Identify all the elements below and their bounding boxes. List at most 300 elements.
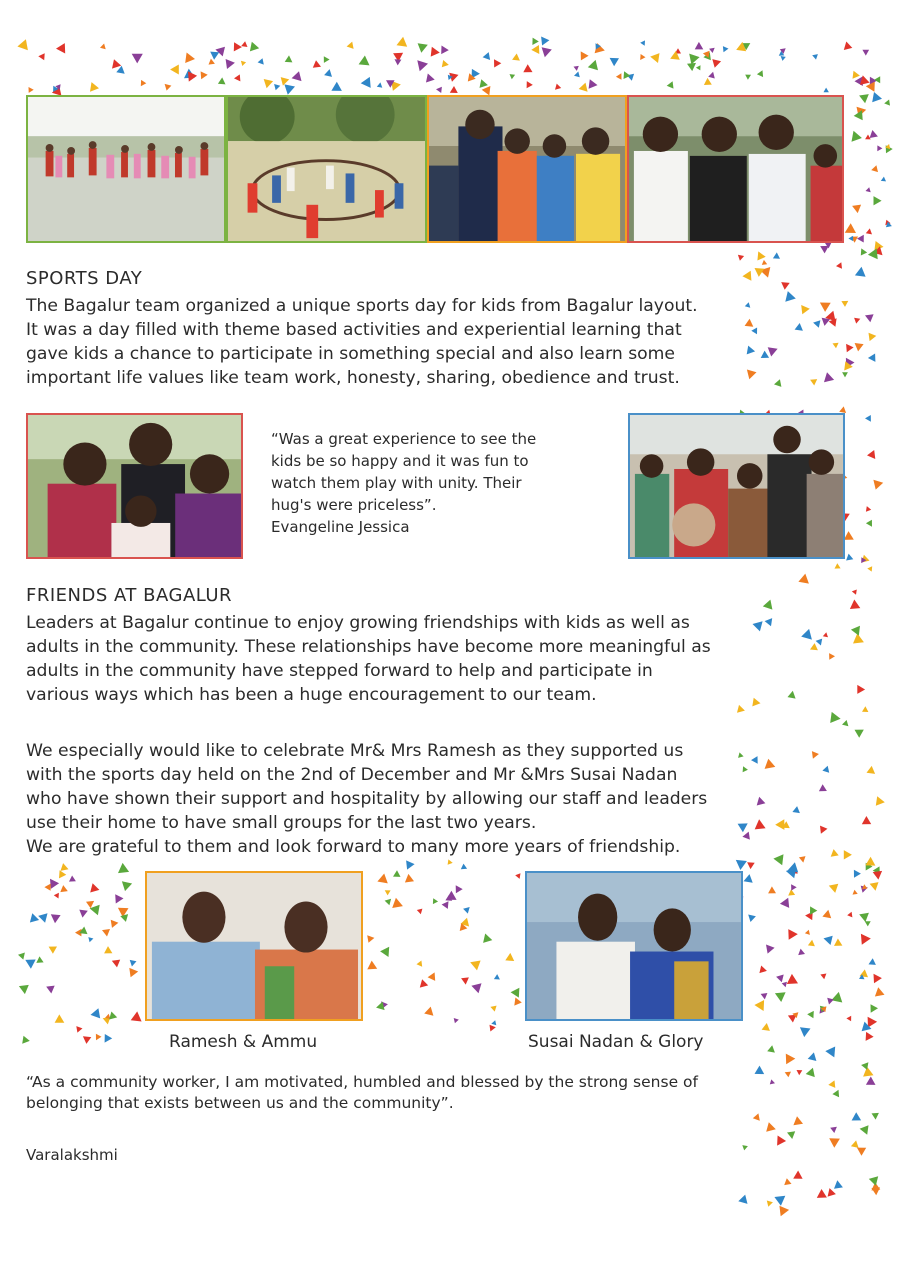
confetti-triangle <box>866 506 871 512</box>
confetti-triangle <box>359 56 370 66</box>
confetti-triangle <box>392 898 403 908</box>
friends-heading: FRIENDS AT BAGALUR <box>26 585 233 606</box>
confetti-triangle <box>56 43 65 53</box>
confetti-triangle <box>49 947 57 954</box>
confetti-triangle <box>483 934 492 943</box>
confetti-triangle <box>830 1127 837 1133</box>
confetti-triangle <box>442 901 449 909</box>
text-line: various ways which has been a huge encouragement to our team. <box>26 685 597 705</box>
confetti-triangle <box>367 961 377 970</box>
confetti-triangle <box>380 947 389 957</box>
confetti-triangle <box>165 84 172 91</box>
confetti-triangle <box>852 131 862 142</box>
confetti-triangle <box>871 165 878 172</box>
confetti-triangle <box>331 82 342 91</box>
confetti-triangle <box>30 913 39 922</box>
confetti-triangle <box>857 107 867 117</box>
confetti-triangle <box>574 72 580 78</box>
confetti-triangle <box>250 42 259 52</box>
confetti-triangle <box>875 987 885 996</box>
confetti-triangle <box>75 929 82 937</box>
confetti-triangle <box>581 51 589 60</box>
confetti-triangle <box>776 975 784 983</box>
confetti-triangle <box>461 977 469 984</box>
confetti-triangle <box>862 706 868 712</box>
confetti-triangle <box>69 876 76 882</box>
confetti-triangle <box>129 968 138 977</box>
confetti-triangle <box>574 66 579 71</box>
confetti-triangle <box>870 130 878 138</box>
confetti-triangle <box>870 77 877 85</box>
confetti-triangle <box>786 1054 796 1065</box>
confetti-triangle <box>824 936 833 945</box>
confetti-triangle <box>852 590 857 595</box>
confetti-triangle <box>442 60 449 67</box>
confetti-triangle <box>862 50 869 56</box>
confetti-triangle <box>105 1034 113 1043</box>
confetti-triangle <box>96 1034 102 1040</box>
text-line: with the sports day held on the 2nd of December and Mr &Mrs Susai Nadan <box>26 765 678 785</box>
confetti-triangle <box>79 910 88 918</box>
confetti-triangle <box>515 873 520 879</box>
confetti-triangle <box>712 59 721 68</box>
confetti-triangle <box>461 918 470 927</box>
confetti-triangle <box>118 863 129 873</box>
confetti-triangle <box>201 71 208 79</box>
confetti-triangle <box>874 76 880 83</box>
confetti-triangle <box>808 1052 817 1061</box>
confetti-triangle <box>861 1062 868 1070</box>
confetti-triangle <box>865 415 871 422</box>
confetti-triangle <box>874 196 882 205</box>
confetti-triangle <box>461 864 467 870</box>
confetti-triangle <box>670 51 680 60</box>
confetti-triangle <box>760 267 770 278</box>
confetti-triangle <box>59 870 66 878</box>
confetti-triangle <box>757 70 763 77</box>
confetti-triangle <box>846 554 853 561</box>
confetti-triangle <box>463 907 470 914</box>
confetti-triangle <box>757 251 765 260</box>
confetti-triangle <box>767 1201 773 1207</box>
text-line: adults in the community. These relationships have become more meaningful as <box>26 637 711 657</box>
confetti-triangle <box>420 979 428 987</box>
confetti-triangle <box>780 898 789 908</box>
confetti-triangle <box>861 934 871 945</box>
confetti-triangle <box>853 890 858 895</box>
text-line: important life values like team work, honesty, sharing, obedience and trust. <box>26 368 680 388</box>
confetti-triangle <box>793 1171 802 1179</box>
confetti-triangle <box>523 64 532 72</box>
confetti-triangle <box>865 135 871 140</box>
confetti-triangle <box>736 860 747 870</box>
confetti-triangle <box>852 205 861 214</box>
confetti-triangle <box>817 1189 827 1198</box>
confetti-triangle <box>483 52 491 60</box>
confetti-triangle <box>445 895 452 901</box>
confetti-triangle <box>610 58 619 66</box>
confetti-triangle <box>531 45 539 54</box>
quote-line: kids be so happy and it was fun to <box>271 452 529 470</box>
confetti-triangle <box>105 1014 110 1019</box>
confetti-triangle <box>468 73 476 81</box>
confetti-triangle <box>762 1023 770 1031</box>
text-line: It was a day filled with theme based activities and experiential learning that <box>26 320 682 340</box>
confetti-triangle <box>703 52 711 60</box>
confetti-triangle <box>19 985 29 994</box>
confetti-triangle <box>313 60 321 67</box>
confetti-triangle <box>391 81 401 91</box>
confetti-triangle <box>869 958 876 965</box>
confetti-triangle <box>510 74 516 79</box>
confetti-triangle <box>418 43 428 53</box>
confetti-triangle <box>448 859 453 864</box>
confetti-triangle <box>828 1188 836 1197</box>
confetti-triangle <box>866 1077 876 1085</box>
confetti-triangle <box>748 915 756 923</box>
closing-quote <box>26 1072 866 1114</box>
confetti-triangle <box>376 1002 385 1011</box>
confetti-triangle <box>865 921 871 926</box>
confetti-triangle <box>417 60 428 71</box>
confetti-triangle <box>886 145 893 153</box>
confetti-triangle <box>448 75 453 80</box>
confetti-triangle <box>766 1122 776 1132</box>
confetti-triangle <box>281 77 290 86</box>
confetti-triangle <box>209 59 215 65</box>
confetti-triangle <box>29 87 34 93</box>
confetti-triangle <box>436 87 442 93</box>
confetti-triangle <box>884 100 890 106</box>
confetti-triangle <box>871 1187 880 1195</box>
confetti-triangle <box>449 73 458 82</box>
confetti-triangle <box>258 58 264 64</box>
confetti-triangle <box>779 1206 789 1216</box>
confetti-triangle <box>555 84 561 90</box>
confetti-triangle <box>877 145 882 151</box>
confetti-triangle <box>428 972 436 981</box>
confetti-triangle <box>755 268 765 277</box>
confetti-triangle <box>215 47 225 57</box>
confetti-triangle <box>116 66 124 74</box>
confetti-triangle <box>829 1138 840 1148</box>
confetti-triangle <box>825 1047 835 1058</box>
confetti-triangle <box>766 945 775 954</box>
confetti-triangle <box>104 946 112 953</box>
confetti-triangle <box>624 71 631 79</box>
confetti-triangle <box>830 712 840 723</box>
confetti-triangle <box>640 40 645 45</box>
confetti-triangle <box>857 235 864 243</box>
confetti-triangle <box>851 1140 859 1148</box>
confetti-triangle <box>866 82 875 92</box>
confetti-triangle <box>872 1113 879 1120</box>
confetti-triangle <box>792 869 798 874</box>
confetti-triangle <box>859 94 869 103</box>
confetti-triangle <box>844 42 853 51</box>
confetti-triangle <box>226 59 235 69</box>
sports-day-photo-2 <box>226 95 427 243</box>
confetti-triangle <box>848 236 853 241</box>
confetti-triangle <box>862 1022 872 1032</box>
confetti-triangle <box>541 37 549 46</box>
friends-paragraph-1 <box>26 611 866 707</box>
confetti-triangle <box>867 450 875 459</box>
confetti-triangle <box>859 913 869 922</box>
confetti-triangle <box>821 1006 827 1012</box>
confetti-triangle <box>185 53 195 64</box>
confetti-triangle <box>60 885 68 892</box>
ramesh-ammu-caption: Ramesh & Ammu <box>169 1032 318 1052</box>
susai-glory-photo <box>525 871 743 1021</box>
confetti-triangle <box>112 960 120 968</box>
confetti-triangle <box>775 992 786 1002</box>
text-line: The Bagalur team organized a unique sports day for kids from Bagalur layout. <box>26 296 698 316</box>
confetti-triangle <box>285 55 293 62</box>
confetti-triangle <box>324 69 332 77</box>
confetti-triangle <box>738 1195 747 1204</box>
quote-line: “Was a great experience to see the <box>271 430 537 448</box>
confetti-triangle <box>491 1020 496 1025</box>
confetti-triangle <box>527 81 533 88</box>
confetti-triangle <box>90 82 99 92</box>
confetti-triangle <box>812 54 818 60</box>
confetti-triangle <box>820 1007 826 1013</box>
confetti-triangle <box>120 914 128 922</box>
confetti-triangle <box>122 881 132 891</box>
confetti-triangle <box>395 59 402 65</box>
confetti-triangle <box>871 1182 880 1190</box>
confetti-triangle <box>853 71 860 79</box>
quote-author: Evangeline Jessica <box>271 518 410 536</box>
confetti-triangle <box>50 879 59 889</box>
confetti-triangle <box>800 1027 811 1037</box>
confetti-triangle <box>687 63 696 71</box>
text-line: We especially would like to celebrate Mr& Mrs Ramesh as they supported us <box>26 741 684 761</box>
confetti-triangle <box>490 1025 496 1032</box>
confetti-triangle <box>675 48 681 53</box>
sports-day-photo-3 <box>427 95 627 243</box>
confetti-triangle <box>324 56 330 63</box>
confetti-triangle <box>866 863 873 871</box>
confetti-triangle <box>38 913 47 922</box>
confetti-triangle <box>820 246 829 254</box>
confetti-triangle <box>759 966 767 974</box>
confetti-triangle <box>860 1125 869 1135</box>
confetti-triangle <box>542 47 552 57</box>
confetti-triangle <box>762 260 767 265</box>
confetti-triangle <box>218 77 226 84</box>
confetti-triangle <box>747 862 755 869</box>
confetti-triangle <box>865 857 875 866</box>
confetti-triangle <box>742 1145 748 1150</box>
confetti-triangle <box>854 110 863 120</box>
confetti-triangle <box>397 37 408 47</box>
confetti-triangle <box>845 223 856 233</box>
confetti-triangle <box>490 1006 496 1012</box>
confetti-triangle <box>753 1113 760 1120</box>
confetti-triangle <box>46 986 55 994</box>
confetti-triangle <box>874 241 883 251</box>
confetti-triangle <box>424 1007 433 1016</box>
confetti-triangle <box>367 935 374 943</box>
confetti-triangle <box>511 988 520 998</box>
confetti-triangle <box>860 969 868 977</box>
confetti-triangle <box>512 54 520 61</box>
confetti-triangle <box>385 899 392 906</box>
quote-line: “As a community worker, I am motivated, humbled and blessed by the strong sense of <box>26 1073 698 1091</box>
confetti-triangle <box>55 1014 65 1022</box>
confetti-triangle <box>874 974 882 983</box>
confetti-triangle <box>264 79 273 88</box>
confetti-triangle <box>54 893 59 899</box>
confetti-triangle <box>763 600 773 610</box>
confetti-triangle <box>79 927 87 935</box>
confetti-triangle <box>784 1178 791 1185</box>
closing-quote-author: Varalakshmi <box>26 1146 118 1164</box>
confetti-triangle <box>102 929 110 937</box>
confetti-triangle <box>406 860 415 869</box>
confetti-triangle <box>22 1036 30 1044</box>
confetti-triangle <box>844 531 854 540</box>
confetti-triangle <box>866 228 872 234</box>
confetti-triangle <box>839 406 846 413</box>
confetti-triangle <box>91 1008 101 1018</box>
confetti-triangle <box>768 886 776 893</box>
confetti-triangle <box>885 144 890 149</box>
confetti-triangle <box>842 720 848 726</box>
confetti-triangle <box>805 930 810 935</box>
confetti-triangle <box>695 42 704 50</box>
confetti-triangle <box>456 885 463 893</box>
confetti-triangle <box>241 41 247 47</box>
confetti-triangle <box>284 84 295 94</box>
confetti-triangle <box>696 65 701 70</box>
confetti-triangle <box>494 59 501 67</box>
confetti-triangle <box>393 53 403 62</box>
confetti-triangle <box>76 1026 82 1033</box>
text-line: use their home to have small groups for the last two years. <box>26 813 537 833</box>
confetti-triangle <box>61 863 69 871</box>
confetti-triangle <box>17 39 28 50</box>
confetti-triangle <box>274 84 280 90</box>
quote-line: watch them play with unity. Their <box>271 474 522 492</box>
confetti-triangle <box>820 1006 827 1013</box>
confetti-triangle <box>859 974 865 979</box>
confetti-triangle <box>234 74 240 81</box>
confetti-triangle <box>650 53 659 63</box>
confetti-triangle <box>377 874 387 884</box>
confetti-triangle <box>292 71 302 81</box>
confetti-triangle <box>405 874 414 883</box>
confetti-triangle <box>88 937 93 942</box>
confetti-triangle <box>866 520 872 527</box>
confetti-triangle <box>393 870 401 877</box>
confetti-triangle <box>787 974 798 984</box>
confetti-triangle <box>792 1012 798 1018</box>
confetti-triangle <box>377 82 383 87</box>
confetti-triangle <box>55 84 60 90</box>
confetti-triangle <box>100 44 106 50</box>
confetti-triangle <box>872 92 882 102</box>
confetti-triangle <box>744 874 753 883</box>
confetti-triangle <box>861 886 868 893</box>
confetti-triangle <box>184 69 195 79</box>
confetti-triangle <box>112 59 121 68</box>
confetti-triangle <box>595 43 605 53</box>
confetti-triangle <box>25 960 35 969</box>
confetti-triangle <box>881 177 886 182</box>
confetti-triangle <box>868 1017 878 1028</box>
confetti-triangle <box>426 74 435 83</box>
confetti-triangle <box>786 867 796 878</box>
confetti-triangle <box>781 56 786 61</box>
confetti-triangle <box>788 1015 797 1023</box>
text-line: gave kids a chance to participate in something special and also learn some <box>26 344 676 364</box>
confetti-triangle <box>708 72 715 79</box>
confetti-triangle <box>90 905 100 916</box>
confetti-triangle <box>532 38 538 45</box>
confetti-triangle <box>109 1012 117 1020</box>
confetti-triangle <box>791 884 797 890</box>
confetti-triangle <box>847 912 852 918</box>
confetti-triangle <box>470 961 480 971</box>
ramesh-ammu-photo <box>145 871 363 1021</box>
confetti-triangle <box>417 961 423 967</box>
confetti-triangle <box>742 271 751 281</box>
confetti-triangle <box>831 992 842 1003</box>
confetti-triangle <box>115 894 123 903</box>
volunteer-quote <box>271 428 621 538</box>
confetti-triangle <box>446 891 457 900</box>
confetti-triangle <box>103 1017 111 1025</box>
confetti-triangle <box>773 252 780 258</box>
confetti-triangle <box>810 906 817 914</box>
confetti-triangle <box>482 86 491 95</box>
confetti-triangle <box>53 86 58 92</box>
confetti-triangle <box>861 248 867 255</box>
confetti-triangle <box>854 870 861 878</box>
confetti-triangle <box>788 862 798 872</box>
confetti-triangle <box>579 83 588 92</box>
confetti-triangle <box>234 42 242 51</box>
confetti-triangle <box>824 88 829 93</box>
confetti-triangle <box>736 42 746 51</box>
confetti-triangle <box>793 1116 803 1125</box>
confetti-triangle <box>862 884 867 889</box>
confetti-triangle <box>596 43 601 49</box>
confetti-triangle <box>866 187 871 192</box>
confetti-triangle <box>441 46 449 55</box>
confetti-triangle <box>38 53 44 60</box>
confetti-triangle <box>861 557 866 563</box>
confetti-triangle <box>704 78 712 85</box>
confetti-triangle <box>494 974 500 979</box>
confetti-triangle <box>90 883 99 892</box>
text-line: adults in the community have stepped forward to help and participate in <box>26 661 653 681</box>
confetti-triangle <box>780 48 786 54</box>
confetti-triangle <box>616 73 622 79</box>
girls-group-photo <box>26 413 243 559</box>
confetti-triangle <box>588 60 598 70</box>
confetti-triangle <box>742 43 750 50</box>
confetti-triangle <box>450 86 458 93</box>
confetti-triangle <box>787 1131 795 1139</box>
confetti-triangle <box>834 939 842 946</box>
confetti-triangle <box>886 222 892 228</box>
text-line: Leaders at Bagalur continue to enjoy growing friendships with kids as well as <box>26 613 690 633</box>
confetti-triangle <box>723 46 729 52</box>
